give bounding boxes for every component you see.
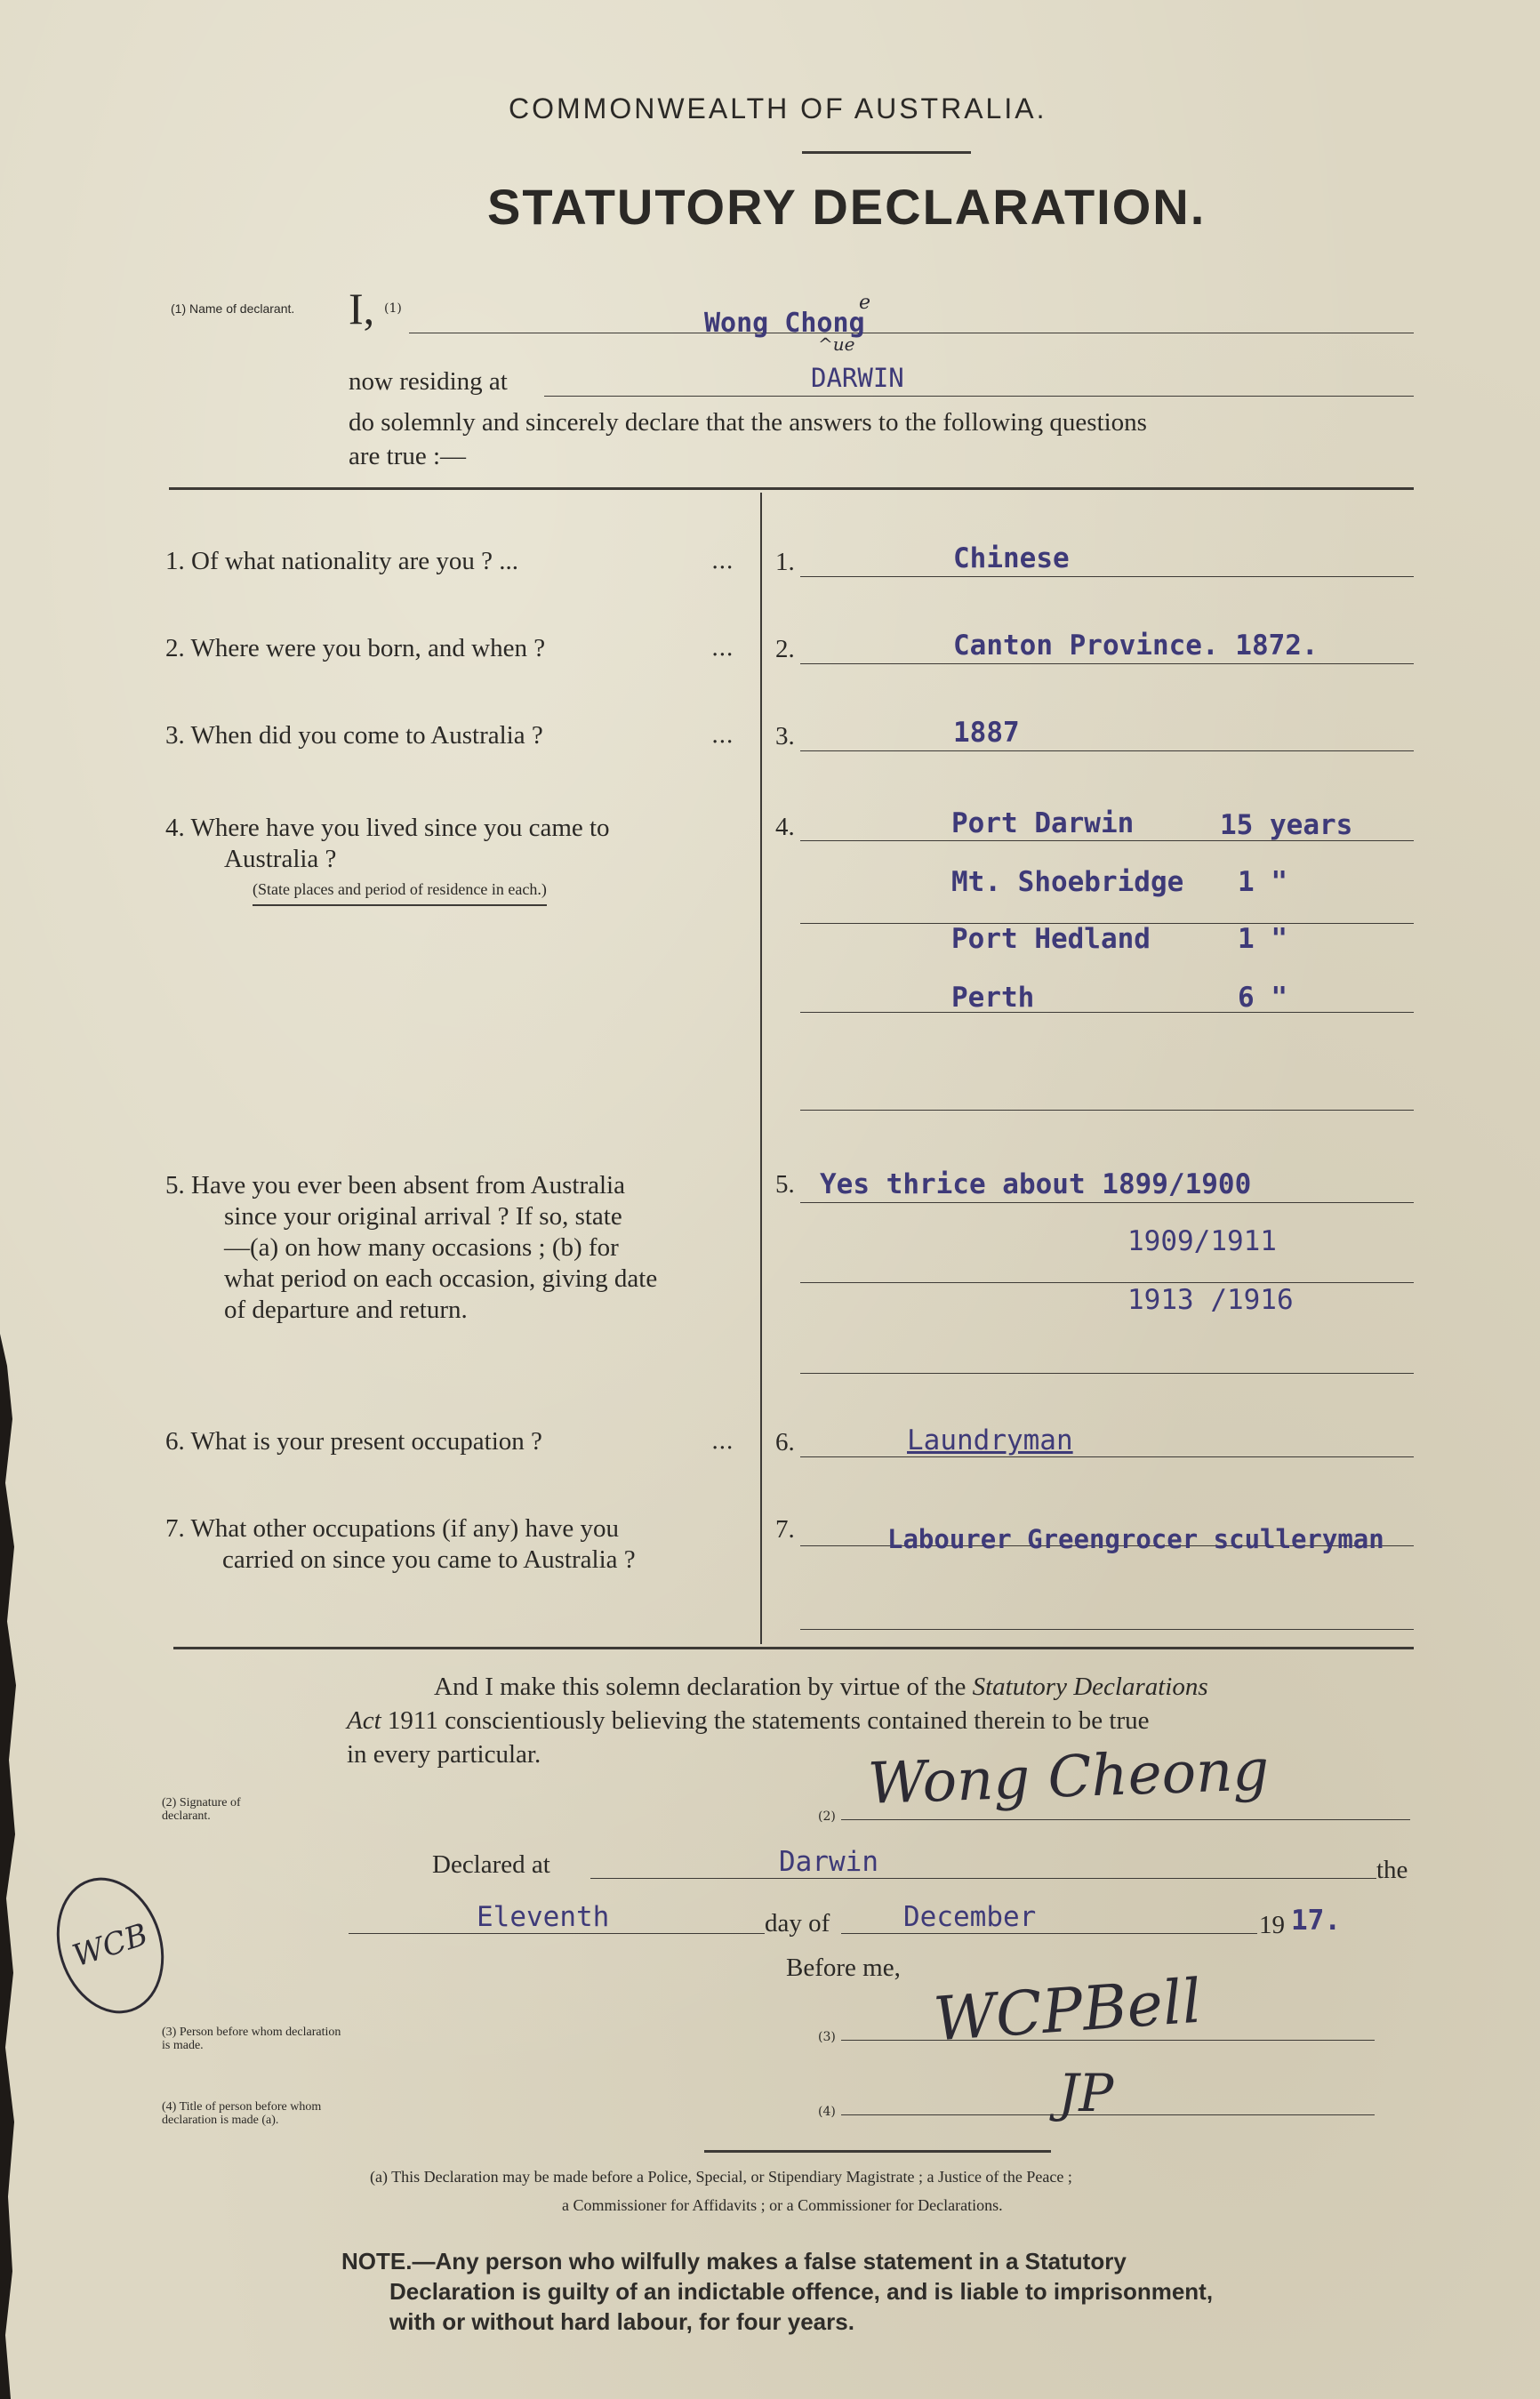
answer-3-line	[800, 750, 1414, 751]
question-7-line1: What other occupations (if any) have you	[190, 1514, 620, 1543]
footnote-line-1: (a) This Declaration may be made before a Police, Special, or Stipendiary Magistrate ; a Justice of the Peace ;	[370, 2168, 1072, 2186]
answer-5-line-1	[800, 1202, 1414, 1203]
answer-5-number: 5.	[775, 1170, 795, 1199]
footnote-line-2: a Commissioner for Affidavits ; or a Commissioner for Declarations.	[562, 2196, 1003, 2214]
question-7-number: 7.	[165, 1514, 185, 1543]
answer-6-number: 6.	[775, 1428, 795, 1456]
margin-initials-text: WCB	[68, 1916, 153, 1975]
answer-5-line-text-2: 1909/1911	[1127, 1225, 1277, 1257]
residing-label: now residing at	[349, 367, 508, 396]
question-4-line2: Australia ?	[224, 845, 337, 873]
answer-4-period-4: 6 "	[1238, 982, 1287, 1014]
answer-7-line-2	[800, 1629, 1414, 1630]
answer-5-line-3	[800, 1373, 1414, 1374]
question-7-line2: carried on since you came to Australia ?	[222, 1545, 636, 1574]
signature-ref: (2)	[818, 1809, 836, 1824]
answer-5-line-text-3: 1913 /1916	[1127, 1284, 1294, 1316]
table-top-rule	[169, 487, 1414, 490]
answer-6: Laundryman	[907, 1424, 1073, 1456]
answer-4-line-3	[800, 1012, 1414, 1013]
question-4	[165, 813, 610, 875]
act-word: Act	[347, 1706, 381, 1735]
question-5-line4: what period on each occasion, giving date	[224, 1264, 658, 1293]
the-label: the	[1376, 1856, 1408, 1884]
question-3	[165, 720, 543, 751]
declared-at-value: Darwin	[779, 1846, 878, 1878]
question-5	[165, 1170, 657, 1326]
declaration-text-2: 1911 conscientiously believing the statements contained therein to be true	[387, 1706, 1150, 1735]
answer-2: Canton Province. 1872.	[953, 630, 1319, 662]
month-value: December	[903, 1901, 1037, 1933]
question-4-line1: Where have you lived since you came to	[190, 814, 610, 842]
answer-5-line-2	[800, 1282, 1414, 1283]
answer-4-period-2: 1 "	[1238, 866, 1287, 898]
declare-statement-end: are true :—	[349, 442, 467, 470]
day-line	[349, 1933, 765, 1934]
declare-statement: do solemnly and sincerely declare that the answers to the following questions	[349, 408, 1147, 437]
note-label: NOTE.	[341, 2248, 413, 2275]
question-3-text: When did you come to Australia ?	[190, 721, 543, 750]
title-value: JP	[1058, 2063, 1114, 2123]
question-5-line3: —(a) on how many occasions ; (b) for	[224, 1233, 619, 1262]
answer-4-period-3: 1 "	[1238, 923, 1287, 955]
margin-initials	[40, 1864, 181, 2027]
answer-4-place-2: Mt. Shoebridge	[951, 866, 1184, 898]
question-6-text: What is your present occupation ?	[190, 1427, 542, 1456]
question-5-line2: since your original arrival ? If so, state	[224, 1202, 622, 1231]
title-note: (4) Title of person before whom declaration is made (a).	[162, 2100, 322, 2127]
year-prefix: 19	[1259, 1911, 1285, 1939]
answer-4-number: 4.	[775, 813, 795, 841]
name-correction: e	[859, 292, 871, 314]
question-7	[165, 1513, 636, 1576]
answer-4-place-3: Port Hedland	[951, 923, 1151, 955]
question-5-line1: Have you ever been absent from Australia	[191, 1171, 625, 1200]
column-divider	[760, 493, 762, 1644]
torn-edge	[0, 1334, 18, 2399]
question-6-number: 6.	[165, 1427, 185, 1456]
witness-signature: WCPBell	[931, 1966, 1204, 2056]
answer-4-line-4	[800, 1110, 1414, 1111]
declarant-signature: Wong Cheong	[866, 1737, 1271, 1817]
answer-6-line	[800, 1456, 1414, 1457]
margin-note-name: (1) Name of declarant.	[171, 301, 295, 316]
question-3-dots: ...	[711, 722, 734, 749]
question-3-number: 3.	[165, 721, 185, 750]
note-line-1: —Any person who wilfully makes a false statement in a Statutory	[412, 2248, 1127, 2275]
question-5-number: 5.	[165, 1171, 185, 1200]
header-rule	[802, 151, 971, 154]
question-5-line5: of departure and return.	[224, 1296, 468, 1324]
answer-4-place-1: Port Darwin	[951, 807, 1135, 839]
declarant-intro: I,	[349, 284, 375, 333]
declarant-ref: (1)	[384, 301, 402, 316]
title-ref: (4)	[818, 2105, 836, 2119]
answer-7-number: 7.	[775, 1515, 795, 1544]
answer-1-line	[800, 576, 1414, 577]
answer-2-line	[800, 663, 1414, 664]
declaration-line-2	[347, 1705, 1150, 1737]
act-title: Statutory Declarations	[972, 1673, 1208, 1701]
before-me-label: Before me,	[786, 1954, 901, 1982]
question-6-dots: ...	[711, 1428, 734, 1455]
question-6	[165, 1426, 542, 1457]
question-4-number: 4.	[165, 814, 185, 842]
question-2-number: 2.	[165, 634, 185, 662]
table-bottom-rule	[173, 1647, 1414, 1649]
note-line-3: with or without hard labour, for four years.	[389, 2308, 854, 2335]
question-2-dots: ...	[711, 635, 734, 662]
note-block	[341, 2246, 1213, 2337]
country-heading: COMMONWEALTH OF AUSTRALIA.	[509, 92, 1047, 124]
answer-2-number: 2.	[775, 635, 795, 663]
answer-1-number: 1.	[775, 548, 795, 576]
declaration-line-3: in every particular.	[347, 1740, 541, 1769]
question-1-dots: ...	[711, 548, 734, 574]
question-1-text: Of what nationality are you ? ...	[191, 547, 519, 575]
question-2	[165, 633, 545, 664]
note-line-2: Declaration is guilty of an indictable offence, and is liable to imprisonment,	[389, 2278, 1214, 2305]
answer-1: Chinese	[953, 542, 1070, 574]
day-value: Eleventh	[477, 1901, 610, 1933]
question-1	[165, 546, 518, 577]
name-insert: ^ue	[818, 333, 855, 355]
declaration-line-1	[434, 1672, 1208, 1703]
declared-at-label: Declared at	[432, 1850, 550, 1879]
question-2-text: Where were you born, and when ?	[190, 634, 546, 662]
answer-5-line-text-1: Yes thrice about 1899/1900	[820, 1168, 1252, 1200]
residence-value: DARWIN	[811, 363, 904, 393]
day-of-label: day of	[765, 1909, 830, 1938]
answer-4-place-4: Perth	[951, 982, 1035, 1014]
answer-4-period-1: 15 years	[1220, 809, 1353, 841]
year-suffix: 17.	[1291, 1905, 1341, 1937]
month-line	[841, 1933, 1257, 1934]
declared-at-line	[590, 1878, 1376, 1879]
answer-3: 1887	[953, 717, 1020, 749]
question-4-note: (State places and period of residence in each.)	[253, 880, 547, 906]
signature-line	[841, 1819, 1410, 1820]
footnote-rule	[704, 2150, 1051, 2153]
witness-ref: (3)	[818, 2030, 836, 2044]
signature-note: (2) Signature of declarant.	[162, 1796, 241, 1823]
question-1-number: 1.	[165, 547, 185, 575]
page-title: STATUTORY DECLARATION.	[487, 179, 1207, 235]
declarant-name: Wong Chong	[704, 308, 865, 339]
witness-note: (3) Person before whom declaration is made.	[162, 2026, 341, 2052]
answer-3-number: 3.	[775, 722, 795, 750]
residence-line	[544, 396, 1414, 397]
declaration-text-1: And I make this solemn declaration by virtue of the	[434, 1673, 967, 1701]
answer-7: Labourer Greengrocer sculleryman	[887, 1524, 1384, 1554]
